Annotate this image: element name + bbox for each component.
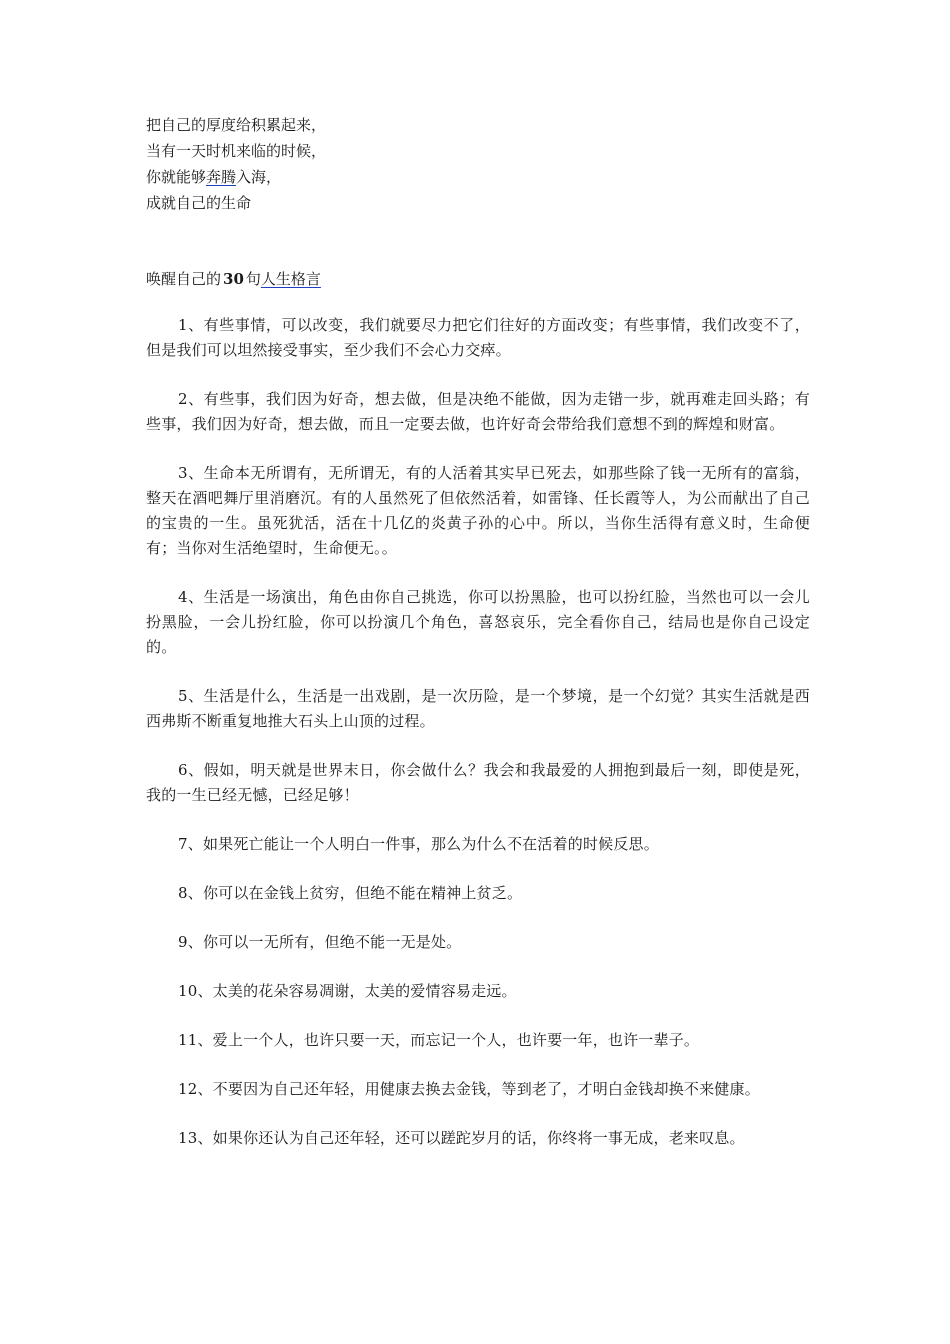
motto-item-12: 12、不要因为自己还年轻，用健康去换去金钱，等到老了，才明白金钱却换不来健康。 — [178, 1080, 760, 1098]
section-heading — [146, 266, 321, 292]
poem-line-2: 当有一天时机来临的时候， — [146, 142, 327, 160]
poem-line-3-end: 入海， — [236, 168, 282, 186]
motto-item-10: 10、太美的花朵容易凋谢，太美的爱情容易走远。 — [178, 982, 517, 1000]
motto-item-9: 9、你可以一无所有，但绝不能一无是处。 — [178, 933, 462, 951]
motto-item-8: 8、你可以在金钱上贫穷，但绝不能在精神上贫乏。 — [178, 884, 523, 902]
poem-line-3-start: 你就能够 — [146, 168, 207, 186]
poem-line-4: 成就自己的生命 — [146, 194, 252, 212]
motto-list — [146, 313, 810, 1175]
motto-item-2: 2、有些事，我们因为好奇，想去做，但是决绝不能做，因为走错一步，就再难走回头路；有些事，我们因为好奇，想去做，而且一定要去做，也许好奇会带给我们意想不到的辉煌和财富。 — [146, 390, 810, 433]
heading-measure: 句 — [245, 270, 261, 288]
motto-item-5: 5、生活是什么，生活是一出戏剧，是一次历险，是一个梦境，是一个幻觉？其实生活就是西西弗斯不断重复地推大石头上山顶的过程。 — [146, 687, 810, 730]
motto-item-4: 4、生活是一场演出，角色由你自己挑选，你可以扮黑脸，也可以扮红脸，当然也可以一会儿扮黑脸，一会儿扮红脸，你可以扮演几个角色，喜怒哀乐，完全看你自己，结局也是你自己设定的。 — [146, 588, 810, 656]
motto-item-13: 13、如果你还认为自己还年轻，还可以蹉跎岁月的话，你终将一事无成，老来叹息。 — [178, 1129, 745, 1147]
link-life-mottos[interactable]: 人生格言 — [260, 270, 321, 288]
poem-line-1: 把自己的厚度给积累起来， — [146, 116, 327, 134]
motto-item-6: 6、假如，明天就是世界末日，你会做什么？我会和我最爱的人拥抱到最后一刻，即使是死，我的一生已经无憾，已经足够！ — [146, 761, 810, 804]
poem-line-3 — [146, 164, 326, 190]
motto-item-7: 7、如果死亡能让一个人明白一件事，那么为什么不在活着的时候反思。 — [178, 835, 659, 853]
heading-prefix: 唤醒自己的 — [146, 270, 222, 288]
heading-number: 30 — [223, 270, 244, 288]
motto-item-11: 11、爱上一个人，也许只要一天，而忘记一个人，也许要一年，也许一辈子。 — [178, 1031, 700, 1049]
link-benteng[interactable]: 奔腾 — [206, 168, 237, 186]
motto-item-1: 1、有些事情，可以改变，我们就要尽力把它们往好的方面改变；有些事情，我们改变不了，但是我们可以坦然接受事实，至少我们不会心力交瘁。 — [146, 316, 810, 359]
intro-poem — [146, 112, 326, 216]
motto-item-3: 3、生命本无所谓有，无所谓无，有的人活着其实早已死去，如那些除了钱一无所有的富翁，整天在酒吧舞厅里消磨沉。有的人虽然死了但依然活着，如雷锋、任长霞等人，为公而献出了自己的宝贵的一生。虽死犹活，活在十几亿的炎黄子孙的心中。所以，当你生活得有意义时，生命便有；当你对生活绝望时，生命便无。。 — [146, 464, 810, 557]
